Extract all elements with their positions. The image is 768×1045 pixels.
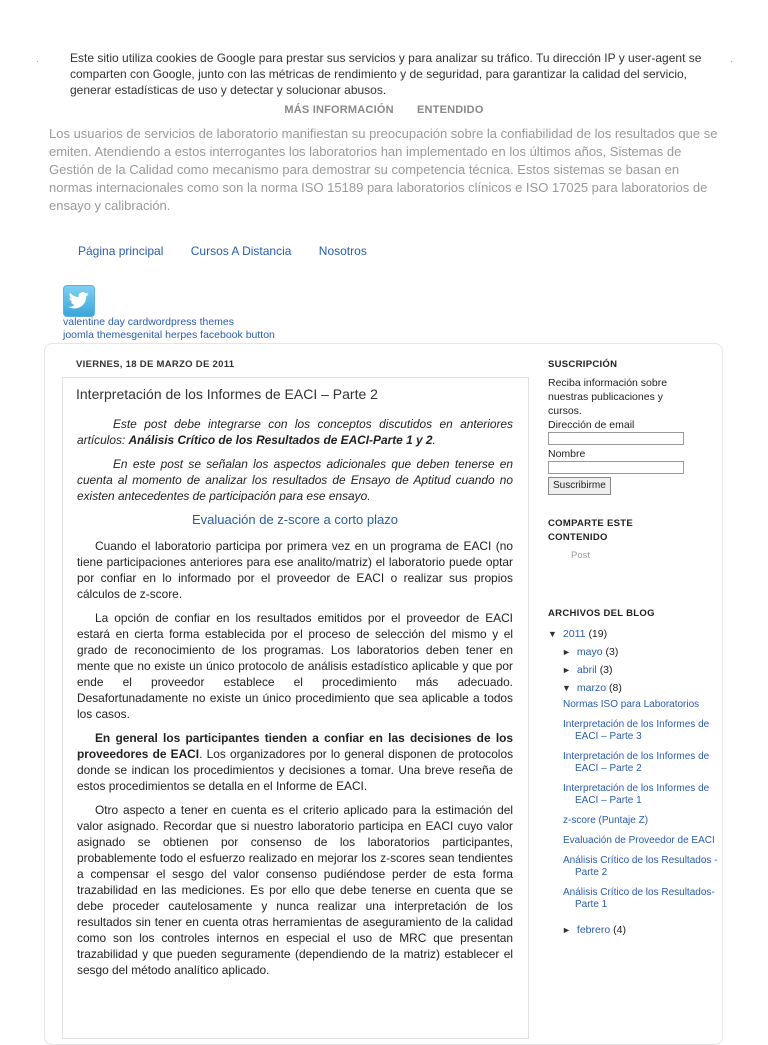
archive-title: ARCHIVOS DEL BLOG bbox=[548, 608, 655, 619]
count: (8) bbox=[609, 682, 622, 694]
count: (3) bbox=[605, 646, 619, 658]
post-date: VIERNES, 18 DE MARZO DE 2011 bbox=[76, 359, 235, 370]
post-link[interactable]: Interpretación de los Informes de EACI – Parte 1 bbox=[563, 783, 710, 806]
banner-dot: · bbox=[730, 56, 733, 66]
intro-paragraph bbox=[77, 416, 513, 448]
blog-archive bbox=[548, 607, 718, 937]
subscribe-button[interactable]: Suscribirme bbox=[548, 477, 611, 495]
twitter-bird-icon[interactable] bbox=[63, 285, 95, 317]
archive-year[interactable] bbox=[548, 627, 718, 641]
month-link[interactable]: abril bbox=[576, 664, 597, 676]
post-link[interactable]: Análisis Crítico de los Resultados-Parte 1 bbox=[563, 887, 715, 910]
paragraph bbox=[77, 730, 513, 794]
intro-link[interactable]: Análisis Crítico de los Resultados de EACI-Parte 1 y 2 bbox=[128, 433, 433, 447]
nav-courses[interactable]: Cursos A Distancia bbox=[190, 244, 292, 258]
ok-button[interactable]: ENTENDIDO bbox=[417, 104, 484, 116]
paragraph-text: . Los organizadores por lo general disponen de protocolos donde se indican los procedimientos y decisiones a tomar. Una breve reseña de estos procedimientos se detalla en el Informe de EACI. bbox=[77, 747, 514, 793]
bold-text: En general los participantes tienden a confiar en las decisiones de los proveedores de EACI bbox=[77, 731, 513, 761]
subscription-title: SUSCRIPCIÓN bbox=[548, 359, 618, 370]
archive-post[interactable] bbox=[548, 835, 718, 847]
share-post-button[interactable]: Post bbox=[571, 550, 591, 561]
banner-dot: · bbox=[36, 56, 39, 66]
post-link[interactable]: z-score (Puntaje Z) bbox=[563, 815, 649, 826]
archive-month[interactable] bbox=[548, 923, 718, 937]
post-link[interactable]: Normas ISO para Laboratorios bbox=[563, 699, 700, 710]
post-link[interactable]: Análisis Crítico de los Resultados - Parte 2 bbox=[563, 855, 718, 878]
archive-post[interactable] bbox=[548, 783, 718, 807]
share-title: COMPARTE ESTE CONTENIDO bbox=[548, 518, 634, 543]
nav-home[interactable]: Página principal bbox=[78, 244, 164, 258]
archive-post[interactable] bbox=[548, 751, 718, 775]
archive-month[interactable] bbox=[548, 645, 718, 659]
count: (4) bbox=[613, 924, 626, 936]
widget-link[interactable]: valentine day cardwordpress themes bbox=[63, 316, 235, 328]
main-nav bbox=[78, 244, 391, 258]
post-link[interactable]: Evaluación de Proveedor de EACI bbox=[563, 835, 715, 846]
expanded-icon[interactable]: ▼ bbox=[548, 629, 557, 639]
post-title[interactable]: Interpretación de los Informes de EACI – Parte 2 bbox=[76, 386, 378, 402]
paragraph: Cuando el laboratorio participa por primera vez en un programa de EACI (no tiene participaciones anteriores para ese analito/matriz) el laboratorio puede optar por confiar en lo informado por el proveedor de EACI o realizar sus propios cálculos de z-score. bbox=[77, 539, 513, 601]
archive-post[interactable] bbox=[548, 719, 718, 743]
intro-end: . bbox=[432, 433, 436, 447]
archive-post[interactable] bbox=[548, 855, 718, 879]
archive-post[interactable] bbox=[548, 699, 718, 711]
post-body bbox=[77, 416, 513, 986]
paragraph: La opción de confiar en los resultados emitidos por el proveedor de EACI estará en cierta forma establecida por el proceso de selección del mismo y el grado de reconocimiento de los programas. Los laboratorios deben tener en mente que no existe un único protocolo de análisis estadístico aplicable y que por ende el proveedor establece el procedimiento más adecuado. Desafortunadamente no existe un único procedimiento que sea aplicable a todos los casos. bbox=[77, 611, 513, 721]
archive-post[interactable] bbox=[548, 815, 718, 827]
post-link[interactable]: Interpretación de los Informes de EACI – Parte 2 bbox=[563, 751, 710, 774]
intro-text: Este post debe integrarse con los conceptos discutidos en anteriores artículos: bbox=[77, 417, 513, 447]
count: (19) bbox=[588, 628, 608, 640]
collapsed-icon[interactable]: ► bbox=[562, 647, 571, 657]
subscription-text: Reciba información sobre nuestras publicaciones y cursos. bbox=[548, 377, 668, 417]
cookie-message: Este sitio utiliza cookies de Google para prestar sus servicios y para analizar su tráfico. Tu dirección IP y user-agent se comparten con Google, junto con las métricas de rendimiento y de seguridad, para garantizar la calidad del servicio, generar estadísticas de uso y detectar y solucionar abusos. bbox=[70, 51, 702, 97]
month-link[interactable]: febrero bbox=[576, 924, 611, 936]
collapsed-icon[interactable]: ► bbox=[562, 925, 571, 935]
name-label: Nombre bbox=[548, 448, 586, 460]
widget-links bbox=[63, 316, 275, 342]
archive-post[interactable] bbox=[548, 887, 718, 911]
archive-month[interactable] bbox=[548, 681, 718, 695]
sidebar bbox=[548, 358, 718, 937]
more-info-button[interactable]: MÁS INFORMACIÓN bbox=[284, 104, 394, 116]
archive-month[interactable] bbox=[548, 663, 718, 677]
email-label: Dirección de email bbox=[548, 419, 635, 431]
blog-description: Los usuarios de servicios de laboratorio manifiestan su preocupación sobre la confiabilidad de los resultados que se emiten. Atendiendo a estos interrogantes los laboratorios han implementado en los últimos años, Sistemas de Gestión de la Calidad como mecanismo para demostrar su competencia técnica. Estos sistemas se basan en normas internacionales como son la norma ISO 15189 para laboratorios clínicos e ISO 17025 para laboratorios de ensayo y calibración. bbox=[49, 126, 718, 213]
cookie-banner bbox=[0, 38, 768, 126]
section-heading: Evaluación de z-score a corto plazo bbox=[192, 512, 398, 527]
nav-about[interactable]: Nosotros bbox=[318, 244, 367, 258]
widget-link[interactable]: joomla themesgenital herpes facebook button bbox=[63, 329, 275, 341]
paragraph: Otro aspecto a tener en cuenta es el criterio aplicado para la estimación del valor asignado. Recordar que si nuestro laboratorio participa en EACI cuyo valor asignado se obtienen por consenso de los laboratorios participantes, probablemente todo el esfuerzo realizado en mejorar los z-scores sean tendientes a compensar el sesgo del valor consenso pudiéndose perder de esta forma trazabilidad en las mediciones. Es por ello que debe tenerse en cuenta que se debe proceder cautelosamente y nunca realizar una interpretación de los resultados sin tener en cuenta otras herramientas de aseguramiento de la calidad como son los controles internos en especial el uso de MRC que presentan trazabilidad y que pueden seguramente (dependiendo de la matriz) establecer el sesgo del método analítico aplicado. bbox=[77, 803, 513, 977]
intro-paragraph-2: En este post se señalan los aspectos adicionales que deben tenerse en cuenta al momento de analizar los resultados de Ensayo de Aptitud cuando no existen antecedentes de participación para ese ensayo. bbox=[77, 457, 513, 503]
year-link[interactable]: 2011 bbox=[562, 628, 586, 640]
expanded-icon[interactable]: ▼ bbox=[562, 683, 571, 693]
month-link[interactable]: marzo bbox=[576, 682, 607, 694]
collapsed-icon[interactable]: ► bbox=[562, 665, 571, 675]
post-link[interactable]: Interpretación de los Informes de EACI – Parte 3 bbox=[563, 719, 710, 742]
count: (3) bbox=[599, 664, 613, 676]
month-link[interactable]: mayo bbox=[576, 646, 603, 658]
email-field[interactable] bbox=[548, 432, 684, 445]
name-field[interactable] bbox=[548, 461, 684, 474]
